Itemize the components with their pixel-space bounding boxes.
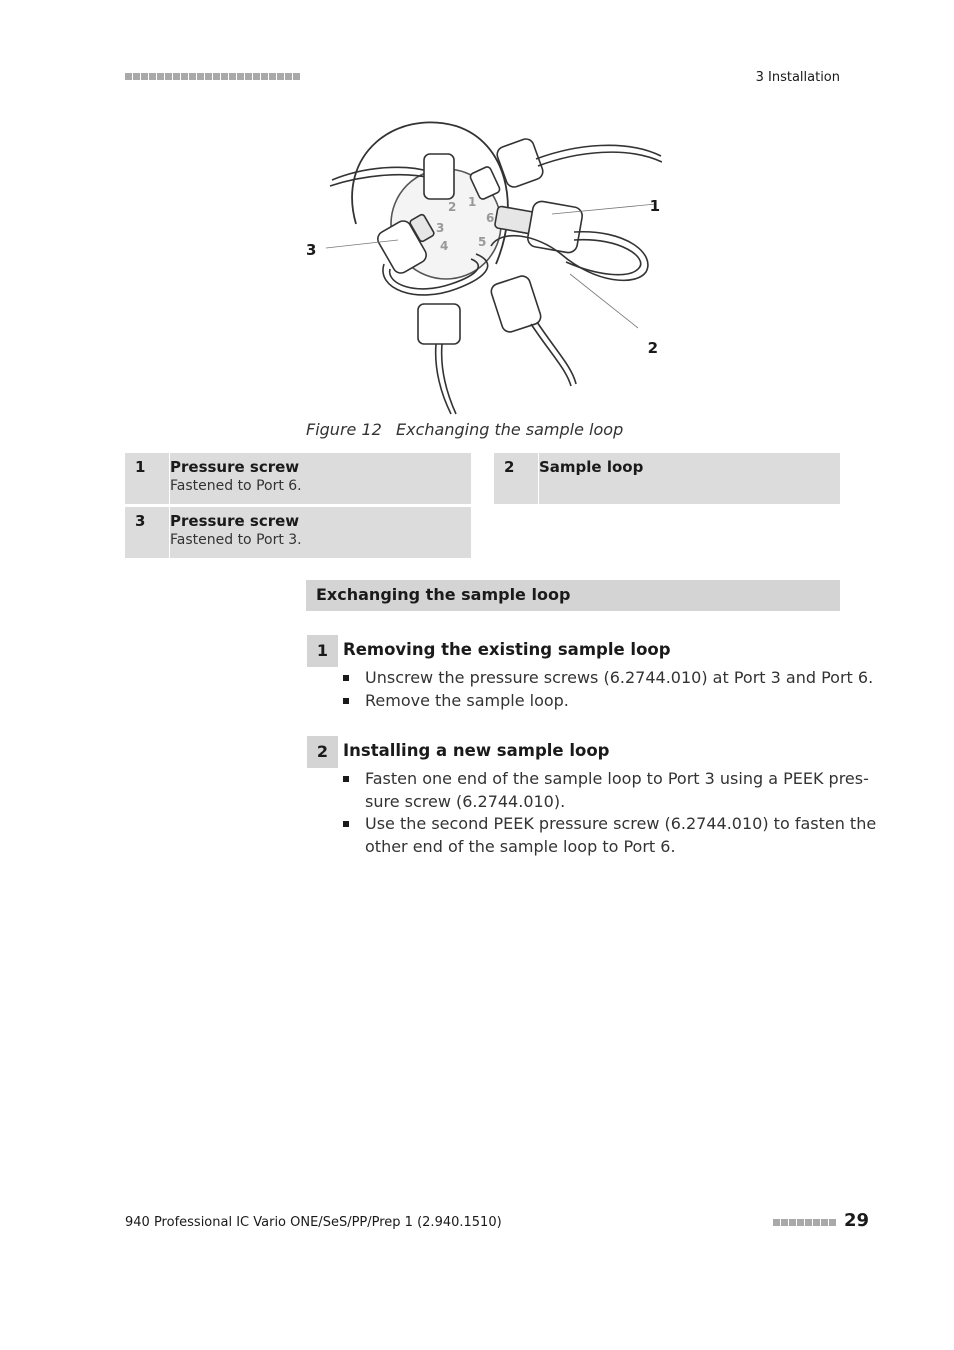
callout-1: 1 bbox=[649, 197, 660, 215]
list-item: Use the second PEEK pressure screw (6.2744.010) to fasten the bbox=[365, 812, 876, 835]
port-label-3: 3 bbox=[436, 221, 445, 235]
legend-number: 2 bbox=[504, 458, 515, 476]
legend-item-3 bbox=[125, 507, 471, 558]
legend-title: Sample loop bbox=[539, 458, 644, 476]
legend-description: Fastened to Port 3. bbox=[170, 532, 302, 548]
section-header: 3 Installation bbox=[755, 70, 840, 85]
figure-title: Exchanging the sample loop bbox=[396, 420, 624, 439]
header-decoration bbox=[125, 73, 300, 80]
legend-number: 3 bbox=[135, 512, 146, 530]
step-number: 2 bbox=[307, 736, 338, 768]
list-item: Remove the sample loop. bbox=[365, 689, 569, 712]
list-item: Fasten one end of the sample loop to Port 3 using a PEEK pres- bbox=[365, 767, 869, 790]
page-number: 29 bbox=[844, 1210, 870, 1231]
port-label-6: 6 bbox=[486, 211, 495, 225]
figure-caption bbox=[306, 420, 623, 439]
figure-number: Figure 12 bbox=[306, 420, 382, 439]
list-item-continuation: sure screw (6.2744.010). bbox=[365, 792, 566, 811]
port-label-4: 4 bbox=[440, 239, 449, 253]
bullet-marker bbox=[343, 821, 349, 827]
step-title: Installing a new sample loop bbox=[343, 741, 610, 760]
legend-item-2 bbox=[494, 453, 840, 504]
port-label-1: 1 bbox=[468, 195, 477, 209]
procedure-heading-text: Exchanging the sample loop bbox=[316, 585, 571, 604]
bullet-marker bbox=[343, 776, 349, 782]
port-label-5: 5 bbox=[478, 235, 487, 249]
legend-title: Pressure screw bbox=[170, 458, 300, 476]
list-item-continuation: other end of the sample loop to Port 6. bbox=[365, 837, 676, 856]
legend-title: Pressure screw bbox=[170, 512, 300, 530]
bullet-marker bbox=[343, 698, 349, 704]
bullet-marker bbox=[343, 675, 349, 681]
step-title: Removing the existing sample loop bbox=[343, 640, 671, 659]
list-item: Unscrew the pressure screws (6.2744.010) at Port 3 and Port 6. bbox=[365, 666, 873, 689]
footer-decoration bbox=[773, 1219, 836, 1226]
callout-2: 2 bbox=[647, 339, 658, 357]
port-label-2: 2 bbox=[448, 200, 457, 214]
legend-item-1 bbox=[125, 453, 471, 504]
legend-number: 1 bbox=[135, 458, 146, 476]
step-number: 1 bbox=[307, 635, 338, 667]
footer-document-title: 940 Professional IC Vario ONE/SeS/PP/Prep 1 (2.940.1510) bbox=[125, 1215, 502, 1230]
sample-loop-figure bbox=[306, 114, 662, 418]
legend-description: Fastened to Port 6. bbox=[170, 478, 302, 494]
procedure-heading bbox=[306, 580, 840, 611]
callout-3: 3 bbox=[306, 241, 317, 259]
